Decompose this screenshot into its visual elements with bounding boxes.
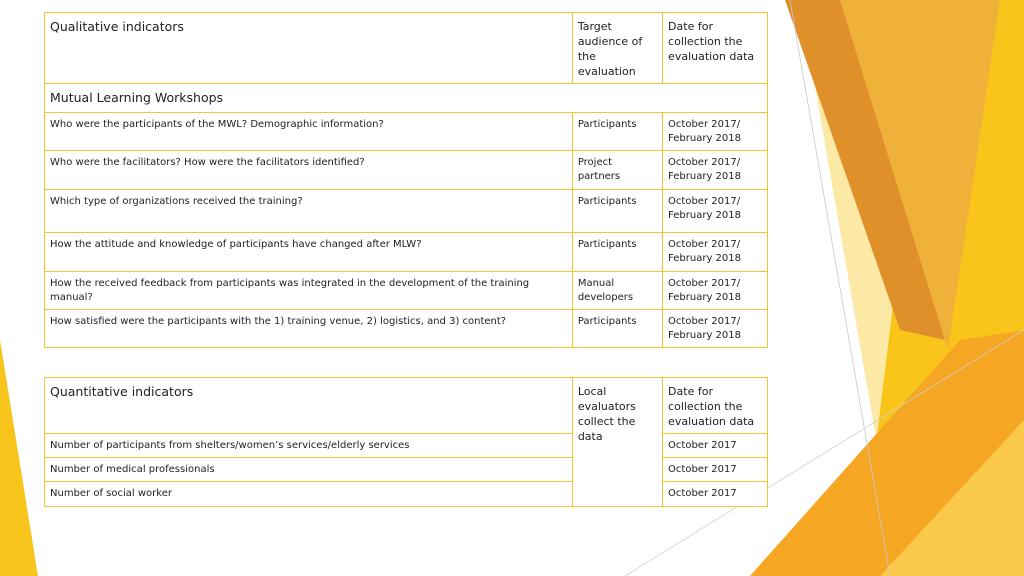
audience-cell: Participants <box>572 310 662 348</box>
question-cell: Who were the participants of the MWL? Demographic information? <box>45 113 573 151</box>
table-row <box>45 190 768 233</box>
table-row <box>45 113 768 151</box>
quantitative-indicator-header: Quantitative indicators <box>45 378 573 434</box>
indicator-cell: Number of medical professionals <box>45 458 573 482</box>
question-cell: How satisfied were the participants with the 1) training venue, 2) logistics, and 3) content? <box>45 310 573 348</box>
date-collection-header: Date for collection the evaluation data <box>663 378 768 434</box>
table-row <box>45 310 768 348</box>
date-collection-header: Date for collection the evaluation data <box>663 13 768 84</box>
table-row <box>45 233 768 272</box>
quantitative-header-row <box>45 378 768 434</box>
question-cell: How the received feedback from participants was integrated in the development of the training manual? <box>45 272 573 310</box>
question-cell: Which type of organizations received the training? <box>45 190 573 233</box>
date-cell: October 2017/ February 2018 <box>663 151 768 190</box>
date-cell: October 2017/ February 2018 <box>663 272 768 310</box>
indicator-cell: Number of social worker <box>45 482 573 507</box>
audience-cell: Project partners <box>572 151 662 190</box>
date-cell: October 2017 <box>663 458 768 482</box>
date-cell: October 2017/ February 2018 <box>663 310 768 348</box>
question-cell: How the attitude and knowledge of participants have changed after MLW? <box>45 233 573 272</box>
indicator-cell: Number of participants from shelters/women’s services/elderly services <box>45 434 573 458</box>
qualitative-indicator-header: Qualitative indicators <box>45 13 573 84</box>
section-row <box>45 84 768 113</box>
audience-cell: Participants <box>572 190 662 233</box>
date-cell: October 2017 <box>663 482 768 507</box>
section-title: Mutual Learning Workshops <box>45 84 768 113</box>
date-cell: October 2017/ February 2018 <box>663 113 768 151</box>
quantitative-indicators-table <box>44 377 768 507</box>
date-cell: October 2017 <box>663 434 768 458</box>
table-row <box>45 151 768 190</box>
qualitative-indicators-table <box>44 12 768 348</box>
date-cell: October 2017/ February 2018 <box>663 190 768 233</box>
local-evaluators-header: Local evaluators collect the data <box>572 378 662 507</box>
target-audience-header: Target audience of the evaluation <box>572 13 662 84</box>
question-cell: Who were the facilitators? How were the facilitators identified? <box>45 151 573 190</box>
audience-cell: Manual developers <box>572 272 662 310</box>
audience-cell: Participants <box>572 113 662 151</box>
table-row <box>45 272 768 310</box>
left-yellow-sliver <box>0 340 38 576</box>
audience-cell: Participants <box>572 233 662 272</box>
date-cell: October 2017/ February 2018 <box>663 233 768 272</box>
qualitative-header-row <box>45 13 768 84</box>
